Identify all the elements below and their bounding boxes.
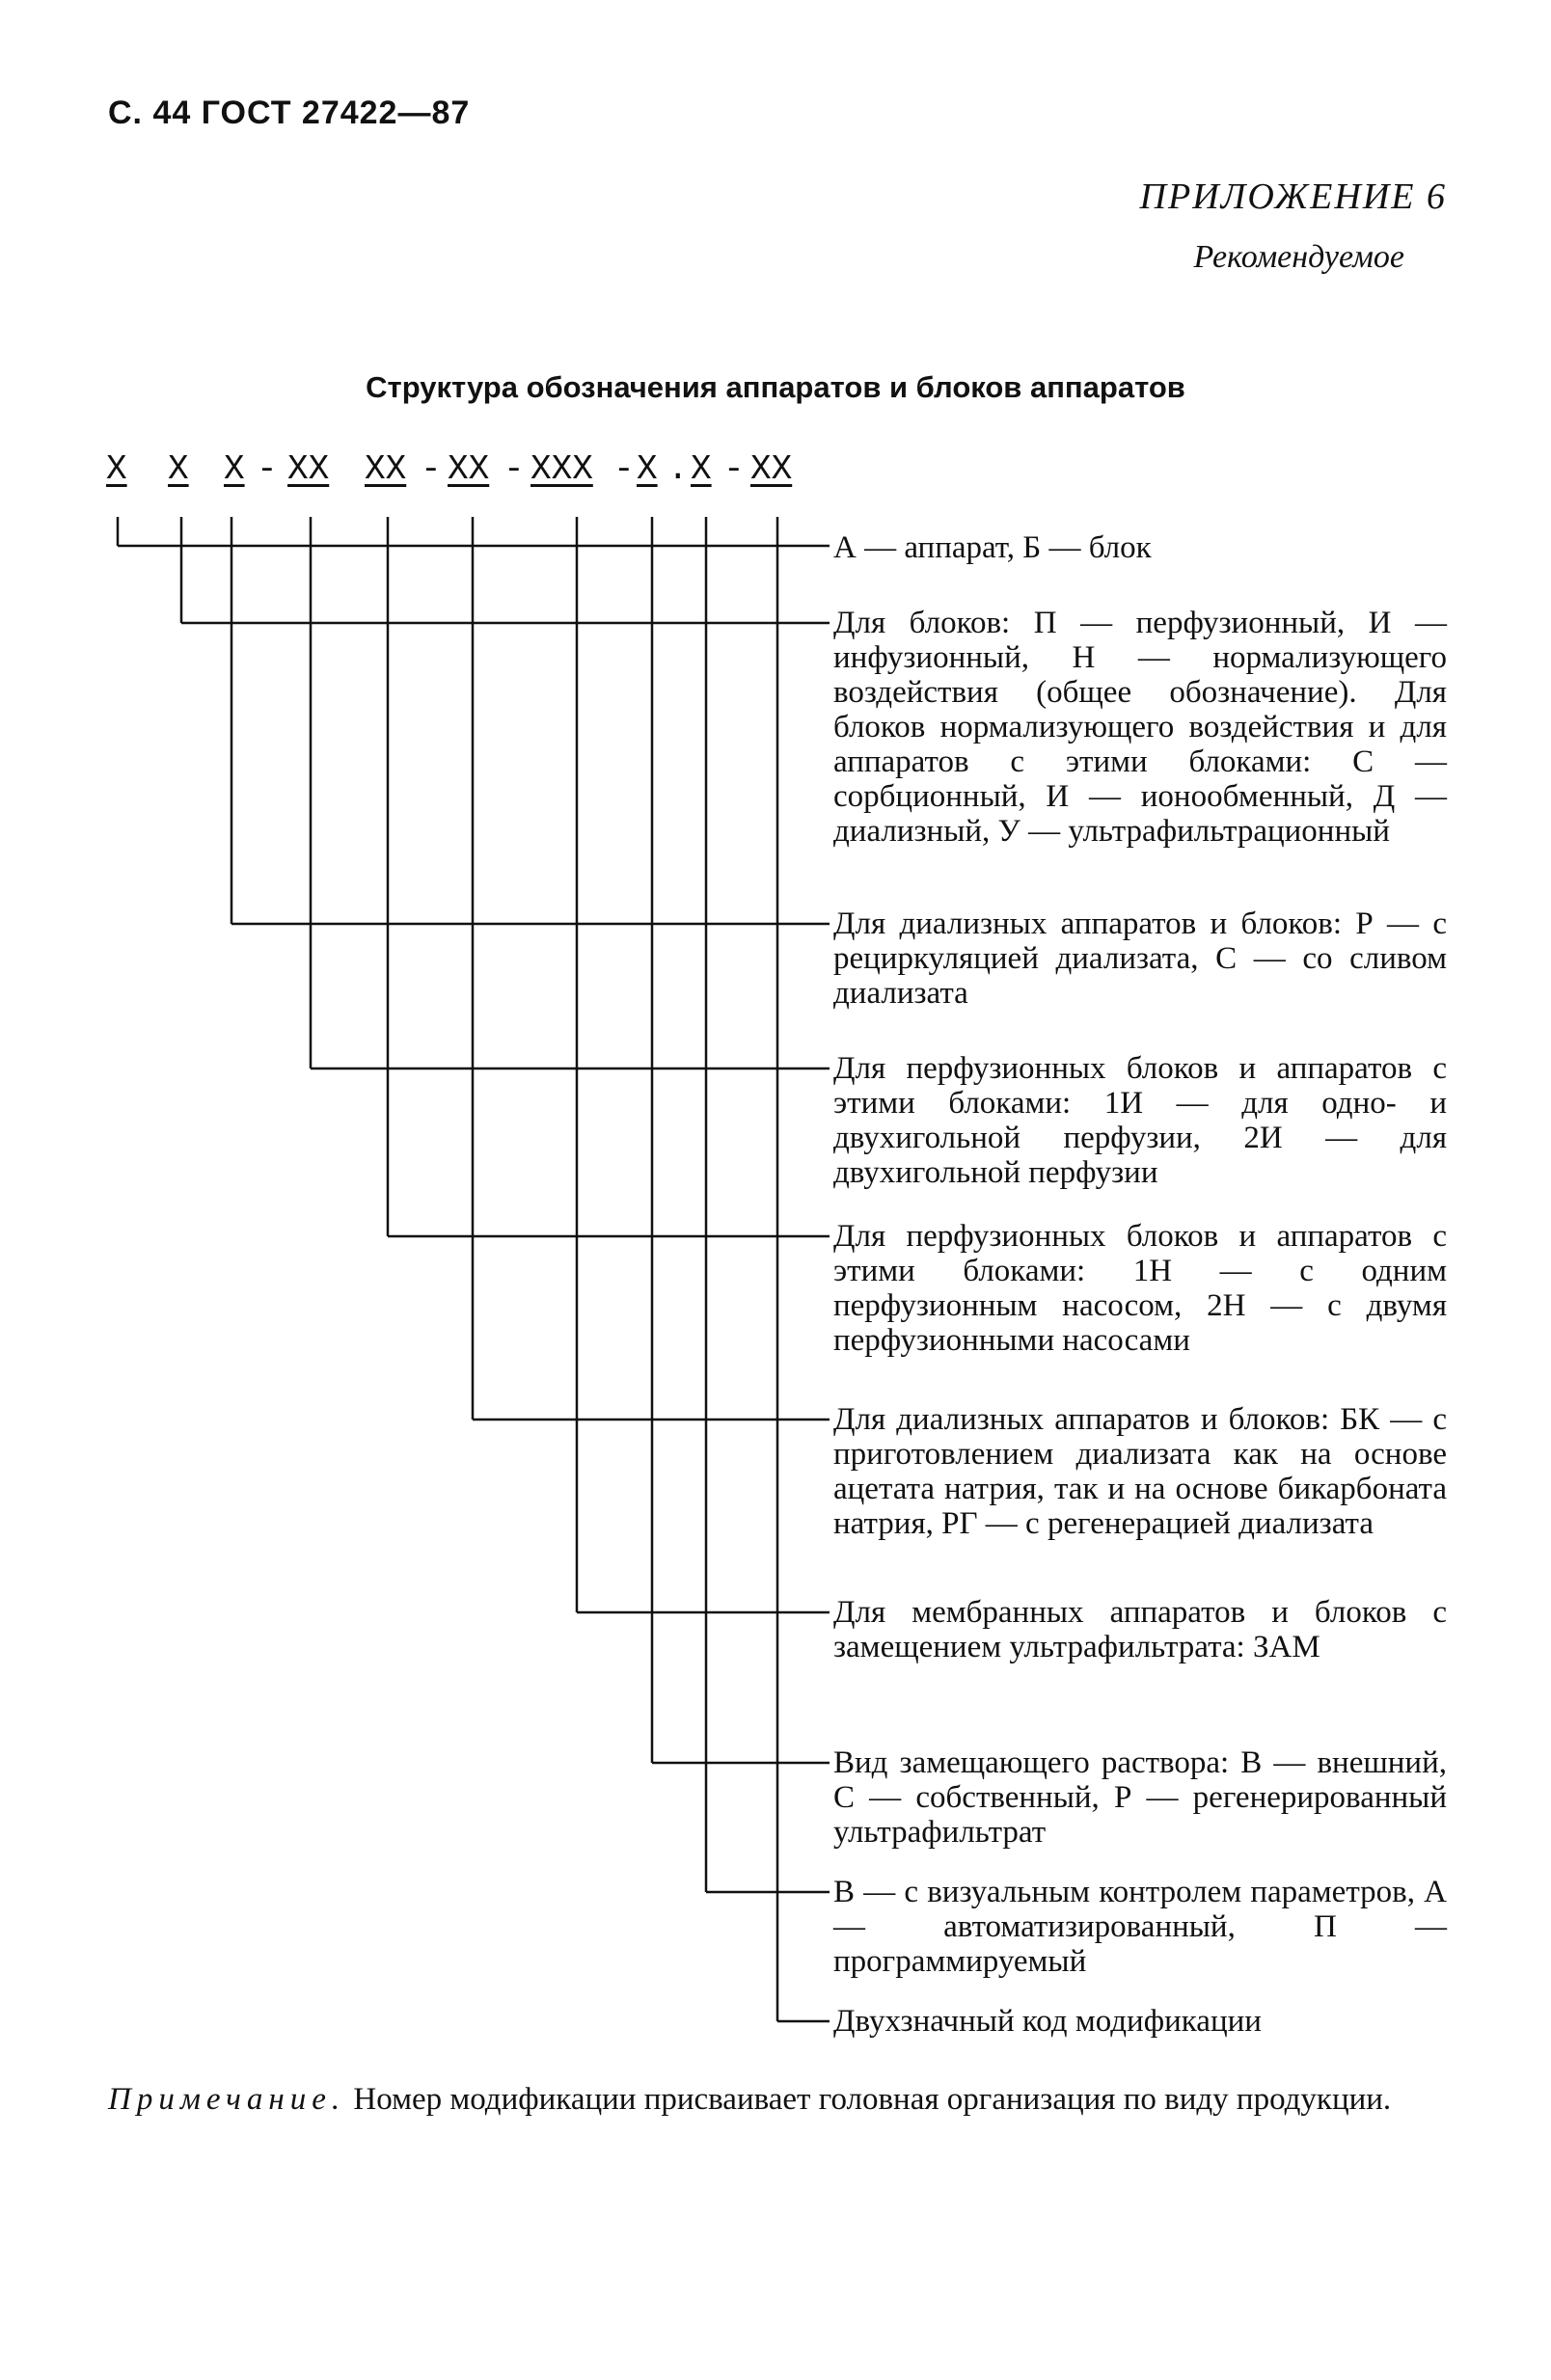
code-position-5: XX	[365, 449, 407, 489]
description-position-9: В — с визуальным контролем параметров, А — автоматизированный, П — программируемый	[833, 1875, 1447, 1979]
note-label: Примечание.	[108, 2082, 346, 2117]
code-position-2: X	[168, 449, 189, 489]
code-position-10: XX	[750, 449, 793, 489]
code-position-1: X	[106, 449, 127, 489]
description-position-8: Вид замещающего раствора: В — внешний, С — собственный, Р — регенерированный ультрафильтрат	[833, 1745, 1447, 1850]
code-separator: -	[613, 449, 635, 489]
code-position-8: X	[637, 449, 658, 489]
note-text: Номер модификации присваивает головная организация по виду продукции.	[353, 2082, 1392, 2117]
description-position-10: Двухзначный код модификации	[833, 2004, 1262, 2039]
page-header: С. 44 ГОСТ 27422—87	[108, 95, 471, 131]
description-position-2: Для блоков: П — перфузионный, И — инфузионный, Н — нормализующего воздействия (общее обозначение). Для блоков нормализующего воздействия и для аппаратов с этими блоками: С — сорбционный, И — ионообменный, Д — диализный, У — ультрафильтрационный	[833, 606, 1447, 849]
code-position-3: X	[224, 449, 245, 489]
code-separator: -	[723, 449, 745, 489]
description-position-1: А — аппарат, Б — блок	[833, 530, 1152, 565]
description-position-3: Для диализных аппаратов и блоков: Р — с рециркуляцией диализата, С — со сливом диализата	[833, 906, 1447, 1011]
code-separator: -	[503, 449, 525, 489]
appendix-label: ПРИЛОЖЕНИЕ 6	[1139, 176, 1447, 217]
note	[108, 2081, 1439, 2118]
description-position-6: Для диализных аппаратов и блоков: БК — с приготовлением диализата как на основе ацетата натрия, так и на основе бикарбоната натрия, РГ — с регенерацией диализата	[833, 1402, 1447, 1541]
description-position-5: Для перфузионных блоков и аппаратов с этими блоками: 1Н — с одним перфузионным насосом, 2Н — с двумя перфузионными насосами	[833, 1219, 1447, 1358]
code-position-6: XX	[448, 449, 490, 489]
code-separator: .	[667, 449, 689, 489]
code-position-7: XXX	[531, 449, 593, 489]
section-title: Структура обозначения аппаратов и блоков аппаратов	[366, 370, 1185, 404]
appendix-status: Рекомендуемое	[1193, 239, 1404, 275]
description-position-4: Для перфузионных блоков и аппаратов с этими блоками: 1И — для одно- и двухигольной перфузии, 2И — для двухигольной перфузии	[833, 1051, 1447, 1190]
code-separator: -	[257, 449, 278, 489]
code-separator: -	[421, 449, 442, 489]
code-position-9: X	[691, 449, 712, 489]
code-position-4: XX	[287, 449, 330, 489]
description-position-7: Для мембранных аппаратов и блоков с замещением ультрафильтрата: ЗАМ	[833, 1595, 1447, 1664]
